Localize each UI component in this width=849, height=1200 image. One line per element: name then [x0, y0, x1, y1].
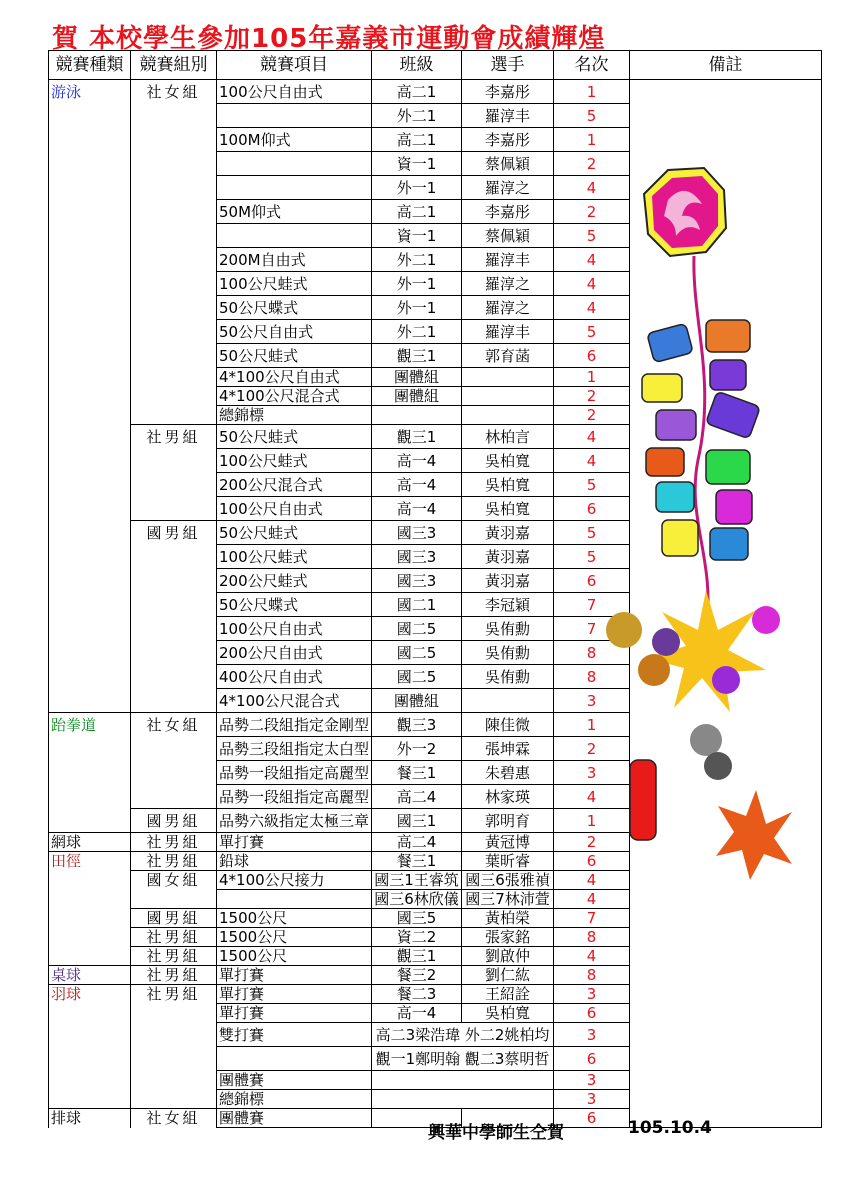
event-cell: 單打賽	[217, 833, 372, 852]
rank-cell: 1	[554, 713, 630, 737]
sport-cell	[49, 406, 131, 425]
group-cell	[131, 1047, 217, 1071]
group-cell: 國男組	[131, 521, 217, 545]
sport-cell	[49, 909, 131, 928]
rank-cell: 6	[554, 1047, 630, 1071]
event-cell: 單打賽	[217, 966, 372, 985]
class-cell: 餐三1	[372, 761, 462, 785]
sport-cell	[49, 387, 131, 406]
class-cell: 國二1	[372, 593, 462, 617]
event-cell: 總錦標	[217, 1090, 372, 1109]
event-cell: 100公尺自由式	[217, 617, 372, 641]
player-cell: 黃冠博	[462, 833, 554, 852]
player-cell: 葉昕睿	[462, 852, 554, 871]
group-cell: 社女組	[131, 1109, 217, 1128]
group-cell	[131, 128, 217, 152]
header-sport: 競賽種類	[49, 51, 131, 80]
rank-cell: 4	[554, 176, 630, 200]
class-cell: 資二2	[372, 928, 462, 947]
sport-cell: 游泳	[49, 80, 131, 104]
rank-cell: 3	[554, 985, 630, 1004]
event-cell: 100公尺蛙式	[217, 272, 372, 296]
rank-cell: 7	[554, 909, 630, 928]
rank-cell: 5	[554, 224, 630, 248]
rank-cell: 8	[554, 641, 630, 665]
event-cell: 100公尺蛙式	[217, 545, 372, 569]
group-cell	[131, 272, 217, 296]
player-cell: 黃羽嘉	[462, 569, 554, 593]
sport-cell	[49, 665, 131, 689]
sport-cell	[49, 368, 131, 387]
sport-cell	[49, 320, 131, 344]
group-cell	[131, 248, 217, 272]
event-cell: 50公尺自由式	[217, 320, 372, 344]
sport-cell	[49, 890, 131, 909]
class-cell: 高二4	[372, 833, 462, 852]
rank-cell: 6	[554, 569, 630, 593]
group-cell	[131, 296, 217, 320]
group-cell	[131, 569, 217, 593]
sport-cell	[49, 425, 131, 449]
rank-cell: 2	[554, 737, 630, 761]
player-cell: 黃羽嘉	[462, 521, 554, 545]
class-cell: 高二1	[372, 200, 462, 224]
player-cell: 李嘉彤	[462, 200, 554, 224]
player-cell: 郭育菡	[462, 344, 554, 368]
class-cell: 國三3	[372, 545, 462, 569]
sport-cell	[49, 593, 131, 617]
rank-cell: 4	[554, 425, 630, 449]
sport-cell	[49, 248, 131, 272]
rank-cell: 6	[554, 1004, 630, 1023]
sport-cell	[49, 947, 131, 966]
group-cell	[131, 449, 217, 473]
sport-cell	[49, 809, 131, 833]
class-cell: 高一4	[372, 449, 462, 473]
player-cell: 林柏言	[462, 425, 554, 449]
header-rank: 名次	[554, 51, 630, 80]
sport-cell	[49, 617, 131, 641]
group-cell	[131, 545, 217, 569]
class-cell: 國三1王睿筑	[372, 871, 462, 890]
event-cell: 4*100公尺接力	[217, 871, 372, 890]
class-cell: 觀三3	[372, 713, 462, 737]
header-row	[49, 51, 822, 80]
player-cell: 劉啟仲	[462, 947, 554, 966]
event-cell: 1500公尺	[217, 947, 372, 966]
group-cell	[131, 497, 217, 521]
rank-cell: 1	[554, 809, 630, 833]
rank-cell: 3	[554, 1090, 630, 1109]
player-cell: 羅淳丰	[462, 104, 554, 128]
event-cell: 4*100公尺混合式	[217, 387, 372, 406]
header-player: 選手	[462, 51, 554, 80]
player-cell: 吳柏寬	[462, 497, 554, 521]
sport-cell	[49, 176, 131, 200]
event-cell: 品勢二段組指定金剛型	[217, 713, 372, 737]
rank-cell: 2	[554, 406, 630, 425]
class-cell: 餐二3	[372, 985, 462, 1004]
rank-cell: 1	[554, 80, 630, 104]
sport-cell	[49, 641, 131, 665]
class-cell: 外二1	[372, 248, 462, 272]
event-cell: 品勢三段組指定太白型	[217, 737, 372, 761]
player-cell: 林家瑛	[462, 785, 554, 809]
rank-cell: 5	[554, 104, 630, 128]
event-cell	[217, 890, 372, 909]
group-cell	[131, 1071, 217, 1090]
group-cell	[131, 1004, 217, 1023]
class-cell: 外一1	[372, 272, 462, 296]
event-cell: 4*100公尺自由式	[217, 368, 372, 387]
group-cell: 國男組	[131, 809, 217, 833]
player-cell: 吳侑勳	[462, 641, 554, 665]
group-cell	[131, 1023, 217, 1047]
group-cell	[131, 224, 217, 248]
event-cell	[217, 1047, 372, 1071]
class-cell: 觀三1	[372, 425, 462, 449]
class-cell: 資一1	[372, 152, 462, 176]
group-cell	[131, 200, 217, 224]
player-cell: 郭明育	[462, 809, 554, 833]
group-cell: 國男組	[131, 909, 217, 928]
group-cell: 社男組	[131, 928, 217, 947]
sport-cell	[49, 296, 131, 320]
event-cell: 雙打賽	[217, 1023, 372, 1047]
rank-cell: 7	[554, 617, 630, 641]
rank-cell: 5	[554, 320, 630, 344]
header-notes: 備註	[630, 51, 822, 80]
event-cell	[217, 152, 372, 176]
class-cell: 高一4	[372, 1004, 462, 1023]
class-cell: 團體組	[372, 387, 462, 406]
group-cell	[131, 617, 217, 641]
class-cell: 觀三1	[372, 344, 462, 368]
group-cell: 社男組	[131, 425, 217, 449]
class-cell: 觀一1鄭明翰 觀二3蔡明哲	[372, 1047, 554, 1071]
class-cell	[372, 1071, 554, 1090]
rank-cell: 3	[554, 1023, 630, 1047]
player-cell: 朱碧惠	[462, 761, 554, 785]
rank-cell: 8	[554, 928, 630, 947]
sport-cell: 網球	[49, 833, 131, 852]
class-cell: 餐三1	[372, 852, 462, 871]
rank-cell: 4	[554, 248, 630, 272]
group-cell	[131, 406, 217, 425]
event-cell: 50M仰式	[217, 200, 372, 224]
event-cell: 50公尺蛙式	[217, 521, 372, 545]
event-cell: 50公尺蝶式	[217, 296, 372, 320]
event-cell: 單打賽	[217, 985, 372, 1004]
sport-cell	[49, 152, 131, 176]
player-cell: 國三7林沛萱	[462, 890, 554, 909]
sport-cell	[49, 1023, 131, 1047]
player-cell: 黃柏榮	[462, 909, 554, 928]
sport-cell	[49, 545, 131, 569]
group-cell	[131, 387, 217, 406]
footer-date: 105.10.4	[628, 1118, 712, 1138]
group-cell	[131, 737, 217, 761]
class-cell	[372, 406, 462, 425]
sport-cell	[49, 761, 131, 785]
rank-cell: 6	[554, 1109, 630, 1128]
group-cell	[131, 152, 217, 176]
class-cell: 高二1	[372, 128, 462, 152]
sport-cell	[49, 128, 131, 152]
group-cell: 社女組	[131, 80, 217, 104]
event-cell: 50公尺蛙式	[217, 425, 372, 449]
class-cell: 國三3	[372, 569, 462, 593]
event-cell: 1500公尺	[217, 928, 372, 947]
player-cell: 吳侑勳	[462, 617, 554, 641]
event-cell: 品勢六級指定太極三章	[217, 809, 372, 833]
header-group: 競賽組別	[131, 51, 217, 80]
player-cell: 劉仁紘	[462, 966, 554, 985]
sport-cell	[49, 272, 131, 296]
sport-cell	[49, 521, 131, 545]
class-cell: 國三3	[372, 521, 462, 545]
group-cell	[131, 785, 217, 809]
player-cell: 張坤霖	[462, 737, 554, 761]
event-cell: 1500公尺	[217, 909, 372, 928]
rank-cell: 8	[554, 966, 630, 985]
rank-cell: 2	[554, 200, 630, 224]
event-cell	[217, 104, 372, 128]
rank-cell: 6	[554, 497, 630, 521]
rank-cell: 5	[554, 521, 630, 545]
sport-cell	[49, 569, 131, 593]
group-cell	[131, 761, 217, 785]
class-cell: 外二1	[372, 320, 462, 344]
sport-cell	[49, 224, 131, 248]
sport-cell: 桌球	[49, 966, 131, 985]
class-cell: 團體組	[372, 368, 462, 387]
event-cell: 50公尺蛙式	[217, 344, 372, 368]
class-cell: 國三6林欣儀	[372, 890, 462, 909]
rank-cell: 7	[554, 593, 630, 617]
player-cell: 王紹詮	[462, 985, 554, 1004]
rank-cell: 2	[554, 833, 630, 852]
class-cell: 高一4	[372, 473, 462, 497]
player-cell	[462, 406, 554, 425]
rank-cell: 6	[554, 344, 630, 368]
page-title: 賀 本校學生參加105年嘉義市運動會成績輝煌	[52, 24, 606, 54]
sport-cell	[49, 1004, 131, 1023]
player-cell: 羅淳丰	[462, 248, 554, 272]
rank-cell: 2	[554, 152, 630, 176]
sport-cell: 羽球	[49, 985, 131, 1004]
class-cell: 國二5	[372, 641, 462, 665]
event-cell: 總錦標	[217, 406, 372, 425]
event-cell: 200公尺混合式	[217, 473, 372, 497]
event-cell: 50公尺蝶式	[217, 593, 372, 617]
event-cell: 100公尺自由式	[217, 80, 372, 104]
rank-cell: 2	[554, 387, 630, 406]
class-cell: 國三5	[372, 909, 462, 928]
group-cell: 社男組	[131, 852, 217, 871]
group-cell	[131, 320, 217, 344]
class-cell: 國三1	[372, 809, 462, 833]
event-cell: 團體賽	[217, 1071, 372, 1090]
sport-cell	[49, 871, 131, 890]
group-cell: 社男組	[131, 985, 217, 1004]
sport-cell	[49, 449, 131, 473]
event-cell: 鉛球	[217, 852, 372, 871]
sport-cell	[49, 737, 131, 761]
event-cell	[217, 224, 372, 248]
explosion-bursts	[606, 590, 792, 880]
class-cell: 高一4	[372, 497, 462, 521]
player-cell: 李嘉彤	[462, 80, 554, 104]
group-cell: 社男組	[131, 966, 217, 985]
rank-cell: 1	[554, 368, 630, 387]
player-cell: 羅淳之	[462, 296, 554, 320]
lantern-icon	[644, 168, 726, 256]
header-class: 班級	[372, 51, 462, 80]
player-cell	[462, 368, 554, 387]
player-cell: 黃羽嘉	[462, 545, 554, 569]
group-cell	[131, 344, 217, 368]
player-cell: 張家銘	[462, 928, 554, 947]
group-cell	[131, 641, 217, 665]
group-cell: 社女組	[131, 713, 217, 737]
group-cell	[131, 689, 217, 713]
event-cell: 200M自由式	[217, 248, 372, 272]
rank-cell: 4	[554, 785, 630, 809]
player-cell: 陳佳微	[462, 713, 554, 737]
sport-cell: 跆拳道	[49, 713, 131, 737]
group-cell	[131, 368, 217, 387]
group-cell: 社男組	[131, 833, 217, 852]
class-cell: 觀三1	[372, 947, 462, 966]
class-cell: 資一1	[372, 224, 462, 248]
group-cell	[131, 665, 217, 689]
player-cell: 李嘉彤	[462, 128, 554, 152]
class-cell: 外一2	[372, 737, 462, 761]
rank-cell: 4	[554, 890, 630, 909]
group-cell	[131, 1090, 217, 1109]
rank-cell: 3	[554, 761, 630, 785]
group-cell: 國女組	[131, 871, 217, 890]
group-cell	[131, 473, 217, 497]
event-cell: 單打賽	[217, 1004, 372, 1023]
player-cell: 羅淳之	[462, 272, 554, 296]
event-cell: 品勢一段組指定高麗型	[217, 761, 372, 785]
rank-cell: 1	[554, 128, 630, 152]
sport-cell	[49, 497, 131, 521]
class-cell: 餐三2	[372, 966, 462, 985]
event-cell: 100M仰式	[217, 128, 372, 152]
player-cell: 蔡佩穎	[462, 152, 554, 176]
sport-cell	[49, 104, 131, 128]
table-row	[49, 80, 822, 104]
class-cell: 高二4	[372, 785, 462, 809]
player-cell: 吳柏寬	[462, 449, 554, 473]
class-cell: 國二5	[372, 665, 462, 689]
rank-cell: 8	[554, 665, 630, 689]
sport-cell: 田徑	[49, 852, 131, 871]
group-cell	[131, 176, 217, 200]
firecracker-illustration	[606, 160, 796, 880]
group-cell: 社男組	[131, 947, 217, 966]
footer-signature: 興華中學師生仝賀	[428, 1123, 564, 1143]
player-cell	[462, 387, 554, 406]
event-cell: 200公尺自由式	[217, 641, 372, 665]
player-cell	[462, 689, 554, 713]
class-cell: 外一1	[372, 176, 462, 200]
rank-cell: 4	[554, 449, 630, 473]
class-cell: 外二1	[372, 104, 462, 128]
rank-cell: 3	[554, 1071, 630, 1090]
event-cell: 200公尺蛙式	[217, 569, 372, 593]
sport-cell	[49, 473, 131, 497]
class-cell: 高二1	[372, 80, 462, 104]
sport-cell: 排球	[49, 1109, 131, 1128]
event-cell: 團體賽	[217, 1109, 372, 1128]
class-cell	[372, 1090, 554, 1109]
sport-cell	[49, 928, 131, 947]
group-cell	[131, 890, 217, 909]
group-cell	[131, 593, 217, 617]
event-cell	[217, 176, 372, 200]
event-cell: 100公尺自由式	[217, 497, 372, 521]
player-cell: 羅淳之	[462, 176, 554, 200]
player-cell: 李冠穎	[462, 593, 554, 617]
player-cell: 蔡佩穎	[462, 224, 554, 248]
player-cell: 吳柏寬	[462, 473, 554, 497]
rank-cell: 6	[554, 852, 630, 871]
rank-cell: 4	[554, 947, 630, 966]
group-cell	[131, 104, 217, 128]
rank-cell: 4	[554, 296, 630, 320]
header-event: 競賽項目	[217, 51, 372, 80]
sport-cell	[49, 1047, 131, 1071]
rank-cell: 4	[554, 871, 630, 890]
sport-cell	[49, 689, 131, 713]
player-cell: 吳柏寬	[462, 1004, 554, 1023]
event-cell: 4*100公尺混合式	[217, 689, 372, 713]
class-cell: 外一1	[372, 296, 462, 320]
rank-cell: 5	[554, 473, 630, 497]
class-cell: 團體組	[372, 689, 462, 713]
rank-cell: 3	[554, 689, 630, 713]
rank-cell: 4	[554, 272, 630, 296]
sport-cell	[49, 1090, 131, 1109]
sport-cell	[49, 785, 131, 809]
player-cell: 吳侑勳	[462, 665, 554, 689]
player-cell: 羅淳丰	[462, 320, 554, 344]
sport-cell	[49, 200, 131, 224]
sport-cell	[49, 344, 131, 368]
rank-cell: 5	[554, 545, 630, 569]
class-cell: 國二5	[372, 617, 462, 641]
event-cell: 品勢一段組指定高麗型	[217, 785, 372, 809]
player-cell: 國三6張雅禎	[462, 871, 554, 890]
event-cell: 100公尺蛙式	[217, 449, 372, 473]
event-cell: 400公尺自由式	[217, 665, 372, 689]
sport-cell	[49, 1071, 131, 1090]
class-cell: 高二3梁浩瑋 外二2姚柏均	[372, 1023, 554, 1047]
